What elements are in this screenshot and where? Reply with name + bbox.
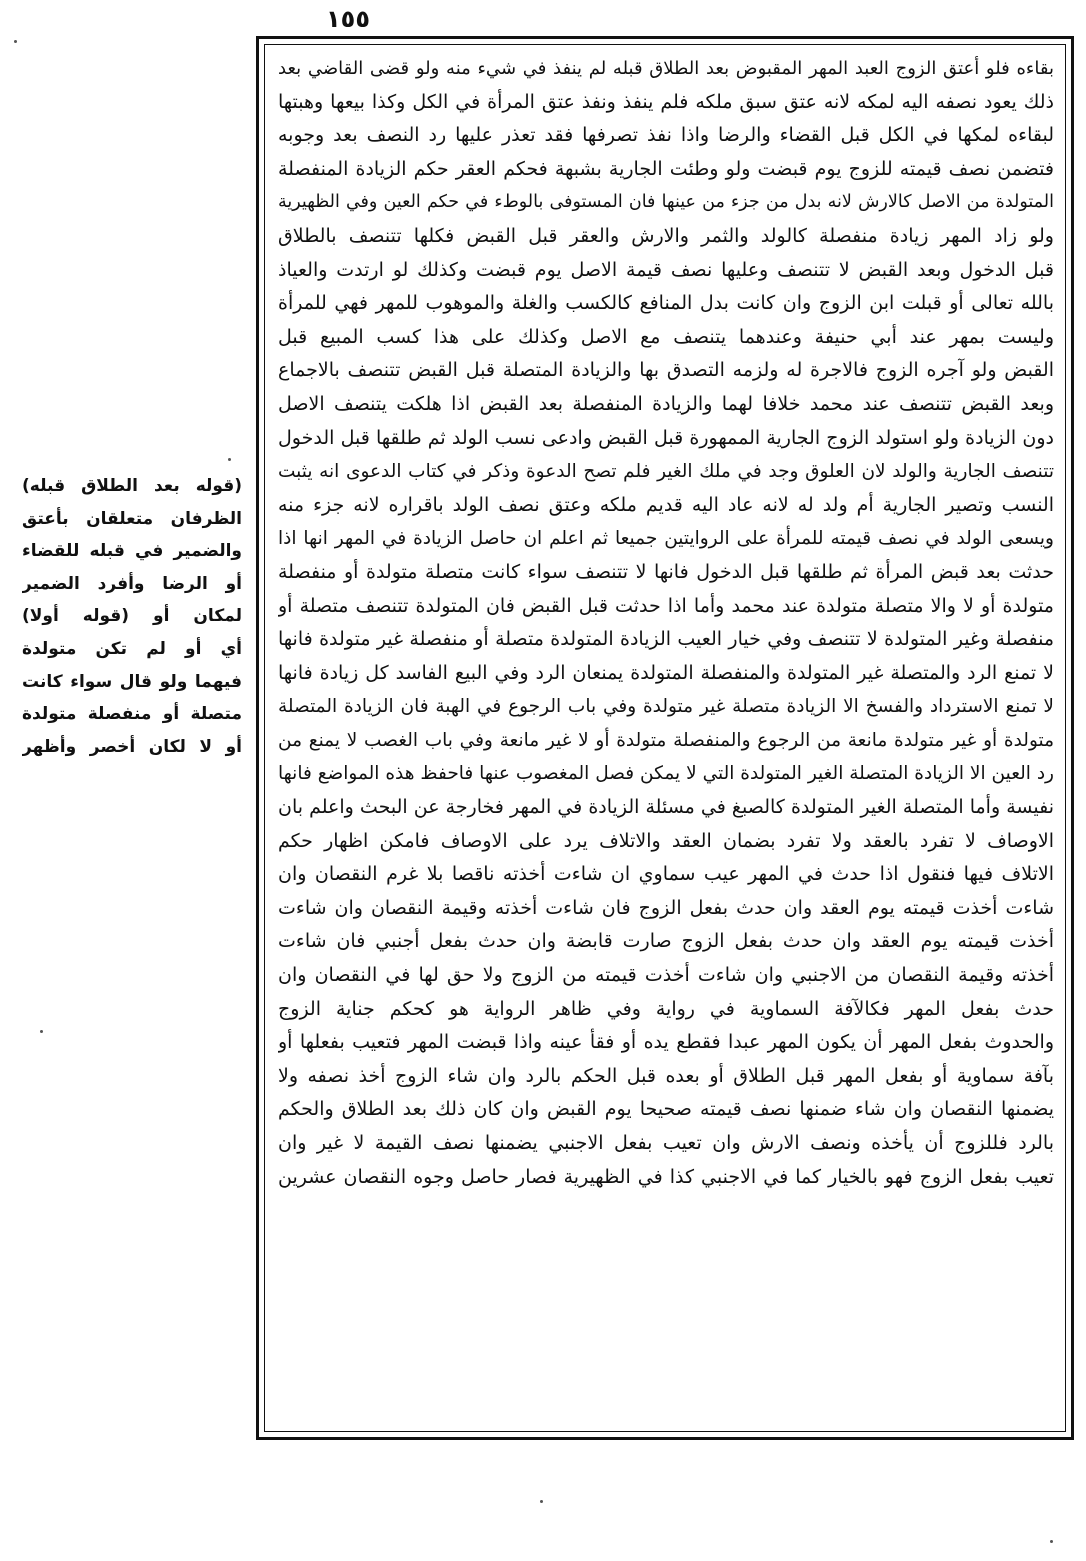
text-line: رد العين الا الزيادة المتصلة الغير المتولدة التي لا يمكن فصل المغصوب عنها فاحفظ هذه المواضع فانها [278, 763, 1054, 785]
text-line: دون الزيادة ولو استولد الزوج الجارية الممهورة قبل القبض وادعى نسب الولد ثم طلقها قبل الدخول [278, 426, 1054, 449]
text-line: القبض ولو آجره الزوج فالاجرة له ولزمه التصدق بها والزيادة المتصلة قبل القبض تتنصف بالاجماع [278, 359, 1054, 382]
text-line: الاوصاف لا تفرد بالعقد ولا تفرد بضمان العقد والاتلاف يرد على الاوصاف فامكن اظهار حكم [278, 829, 1054, 852]
text-line: تعيب بفعل الزوج فهو بالخيار كما في الاجنبي كذا في الظهيرية فصار حاصل وجوه النقصان عشرين [278, 1165, 1054, 1188]
text-line: شاءت أخذت قيمته يوم العقد وان حدث بفعل الزوج فان شاءت أخذته وقيمة النقصان وان شاءت [278, 896, 1054, 919]
margin-line: متصلة أو منفصلة متولدة [22, 704, 242, 725]
margin-line: والضمير في قبله للقضاء [22, 541, 242, 562]
text-line: المتولدة من الاصل كالارش لانه بدل من جزء من عينها فان المستوفى بالوطء في حكم العين وفي الظهيرية [278, 192, 1054, 213]
margin-line: (قوله بعد الطلاق قبله) [22, 476, 242, 496]
text-line: يضمنها النقصان وان شاء ضمنها نصف قيمته صحيحا يوم القبض وان كان ذلك بعد الطلاق والحكم [278, 1098, 1054, 1121]
scan-speck [14, 40, 17, 43]
page-number: ١٥٥ [326, 5, 370, 33]
margin-commentary [22, 470, 242, 763]
main-text-block [278, 52, 1054, 1430]
text-line: قبل الدخول وبعد القبض لا تتنصف وعليها نصف قيمة الاصل يوم قبضت وكذلك لو ارتدت والعياذ [278, 258, 1054, 281]
scan-speck [228, 458, 231, 461]
text-line: بقاءه فلو أعتق الزوج العبد المهر المقبوض بعد الطلاق قبله لم ينفذ في شيء منه ولو قضى القاضي بعد [278, 58, 1054, 79]
text-line: حدث بفعل المهر فكالآفة السماوية في رواية وفي ظاهر الرواية هو كحكم جناية الزوج [278, 997, 1054, 1020]
text-line: النسب وتصير الجارية أم ولد له لانه عاد اليه قديم ملكه وعتق نصف الولد باقراره لانه جزء منه [278, 493, 1054, 516]
margin-line: الظرفان متعلقان بأعتق [22, 508, 242, 529]
scan-speck [1050, 1540, 1053, 1543]
margin-line: فيهما ولو قال سواء كانت [22, 671, 242, 692]
scan-speck [540, 1500, 543, 1503]
text-line: أخذت قيمته يوم العقد وان حدث بفعل الزوج صارت قابضة وان حدث بفعل أجنبي فان شاءت [278, 930, 1054, 953]
text-line: ويسعى الولد في نصف قيمته للمرأة على الروايتين جميعا ثم اعلم ان حاصل الزيادة في المهر انها اذا [278, 528, 1054, 550]
text-line: متولدة أو غير متولدة مانعة من الرجوع والمنفصلة متولدة أو لا غير مانعة وفي باب الغصب لا يمنع من [278, 729, 1054, 751]
text-line: بآفة سماوية أو بفعل المهر قبل الطلاق أو بعده قبل الحكم بالرد وان شاء الزوج أخذ نصفه ولا [278, 1064, 1054, 1087]
scan-speck [40, 1030, 43, 1033]
text-line: تتنصف الجارية والولد لان العلوق وجد في ملك الغير فلم تصح الدعوة وذكر في كتاب الدعوى انه يثبت [278, 461, 1054, 483]
text-line: لا تمنع الرد والمتصلة غير المتولدة والمنفصلة المتولدة يمنعان الرد وفي البيع الفاسد كل زيادة فانها [278, 661, 1054, 684]
margin-line: أو لا لكان أخصر وأظهر [22, 736, 242, 757]
margin-line: لمكان أو (قوله أولا) [22, 606, 242, 627]
text-line: حدثت بعد قبض المرأة ثم طلقها قبل الدخول فانها لا تتنصف سواء كانت متصلة متولدة أو منفصلة [278, 560, 1054, 583]
text-line: لبقاءه لمكها في الكل قبل القضاء والرضا واذا نفذ تصرفها فقد تعذر عليها رد النصف بعد وجوبه [278, 124, 1054, 147]
text-line: ذلك يعود نصفه اليه لمكه لانه عتق سبق ملكه فلم ينفذ ونفذ عتق المرأة في الكل وكذا بيعها وهبتها [278, 90, 1054, 113]
text-line: أخذته وقيمة النقصان من الاجنبي وان شاءت أخذت قيمته من الزوج ولا حق لها في النقصان وان [278, 964, 1054, 987]
text-line: لا تمنع الاسترداد والفسخ الا الزيادة متصلة غير متولدة وفي باب الرجوع في الهبة فان الزيادة المتصلة [278, 696, 1054, 718]
text-line: فتضمن نصف قيمته للزوج يوم قبضت ولو وطئت الجارية بشبهة فحكم العقر حكم الزيادة المنفصلة [278, 157, 1054, 180]
text-line: نفيسة وأما المتصلة الغير المتولدة كالصبغ في مسئلة الزيادة في المهر فخارجة عن البحث واعلم بان [278, 796, 1054, 819]
text-line: الاتلاف فيها فنقول اذا حدث في المهر عيب سماوي ان شاءت أخذته ناقصا بلا غرم النقصان وان [278, 863, 1054, 886]
text-line: منفصلة وغير المتولدة لا تتنصف وفي خيار العيب الزيادة المتولدة متصلة أو منفصلة غير متولدة فانها [278, 628, 1054, 651]
text-line: متولدة أو لا والا متصلة متولدة عند محمد وأما اذا حدثت قبل القبض فان المتولدة تتنصف متصلة أو [278, 594, 1054, 617]
text-line: بالرد فللزوج أن يأخذه ونصف الارش وان تعيب بفعل الاجنبي يضمنها نصف القيمة لا غير وان [278, 1132, 1054, 1154]
margin-line: أي أو لم تكن متولدة [22, 638, 242, 659]
text-line: بالله تعالى أو قبلت ابن الزوج وان كانت بدل المنافع كالكسب والغلة والموهوب للمهر فهي للمرأة [278, 292, 1054, 315]
text-line: والحدوث بفعل المهر أن يكون المهر عبدا فقطع يده أو فقأ عينه واذا قبضت المهر فتعيب بفعلها أو [278, 1031, 1054, 1054]
text-line: وليست بمهر عند أبي حنيفة وعندهما يتنصف مع الاصل وكذلك على هذا كسب المبيع قبل [278, 325, 1054, 348]
text-line: وبعد القبض تتنصف عند محمد خلافا لهما والزيادة المنفصلة بعد القبض اذا هلكت يتنصف الاصل [278, 392, 1054, 415]
text-line: ولو زاد المهر زيادة منفصلة كالولد والثمر والارش والعقر قبل القبض فكلها تتنصف بالطلاق [278, 224, 1054, 247]
margin-line: أو الرضا وأفرد الضمير [22, 573, 242, 594]
